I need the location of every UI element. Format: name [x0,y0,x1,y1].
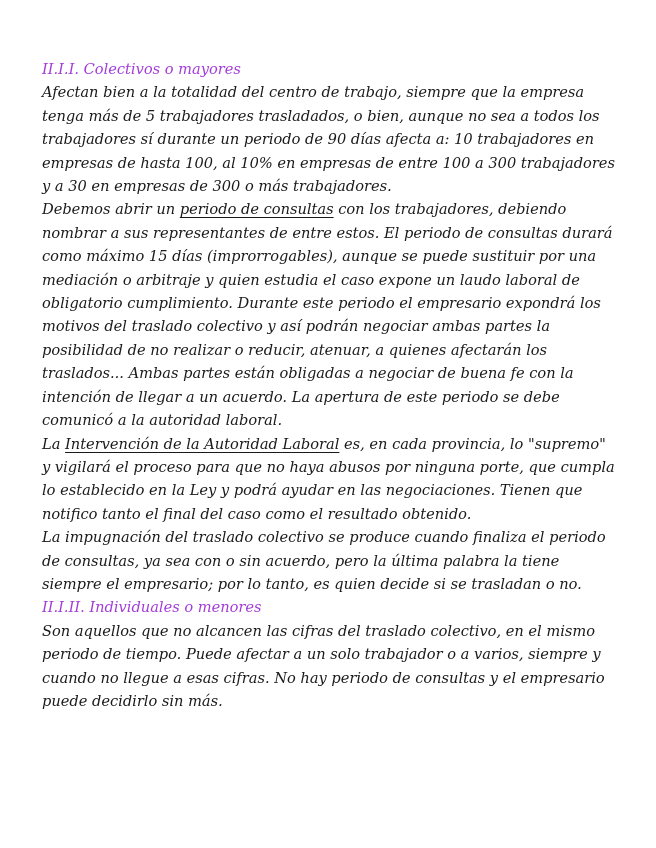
paragraph-periodo-consultas [42,198,617,432]
paragraph-text: Debemos abrir un [42,201,180,219]
underlined-term-autoridad-laboral: Intervención de la Autoridad Laboral [65,435,340,453]
paragraph-text: con los trabajadores, debiendo nombrar a sus representantes de entre estos. El periodo de consultas durará como máximo 15 días (improrrogables), aunque se puede sustituir por una mediación o arbitraje y quien estudia el caso expone un laudo laboral de obligatorio cumplimiento. Durante este periodo el empresario expondrá los motivos del traslado colectivo y así podrán negociar ambas partes la posibilidad de no realizar o reducir, atenuar, a quienes afectarán los traslados... Ambas partes están obligadas a negociar de buena fe con la intención de llegar a un acuerdo. La apertura de este periodo se debe comunicó a la autoridad laboral. [42,201,613,430]
document-page [42,58,617,713]
underlined-term-periodo-consultas: periodo de consultas [179,201,334,219]
section-heading-colectivos: II.I.I. Colectivos o mayores [42,61,241,78]
paragraph-impugnacion: La impugnación del traslado colectivo se produce cuando finaliza el periodo de consultas, ya sea con o sin acuerdo, pero la última palabra la tiene siempre el empresario; por lo tanto, es quien decide si se trasladan o no. [42,529,606,593]
paragraph-individuales: Son aquellos que no alcancen las cifras del traslado colectivo, en el mismo periodo de tiempo. Puede afectar a un solo trabajador o a varios, siempre y cuando no llegue a esas cifras. No hay periodo de consultas y el empresario puede decidirlo sin más. [42,622,605,710]
paragraph-text: es, en cada provincia, lo "supremo" y vigilará el proceso para que no haya abusos por ninguna porte, que cumpla lo establecido en la Ley y podrá ayudar en las negociaciones. Tienen que notifico tanto el final del caso como el resultado obtenido. [42,435,615,523]
paragraph-text: La [42,435,66,453]
paragraph-autoridad-laboral [42,433,617,527]
paragraph-definition: Afectan bien a la totalidad del centro de trabajo, siempre que la empresa tenga más de 5 trabajadores trasladados, o bien, aunque no sea a todos los trabajadores sí durante un periodo de 90 días afecta a: 10 trabajadores en empresas de hasta 100, al 10% en empresas de entre 100 a 300 trabajadores y a 30 en empresas de 300 o más trabajadores. [42,84,615,196]
section-heading-individuales: II.I.II. Individuales o menores [42,599,262,617]
